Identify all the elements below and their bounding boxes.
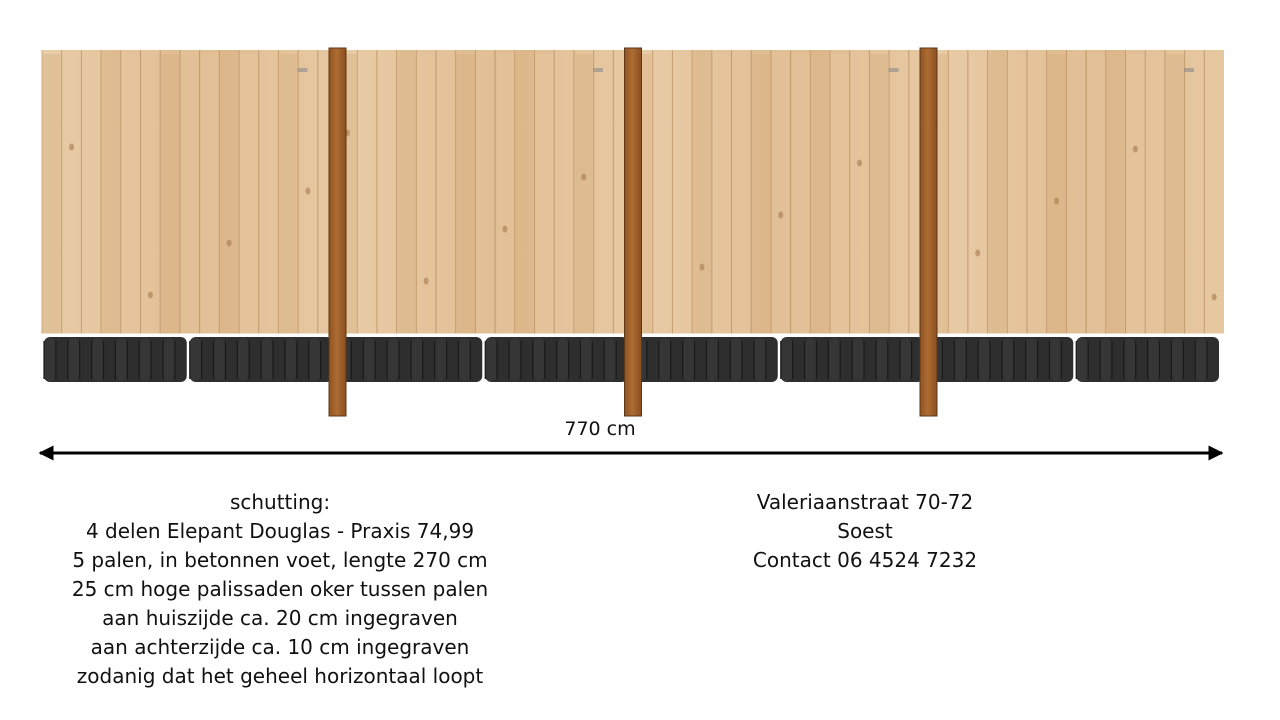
fence-specification xyxy=(60,488,500,691)
fence-panel xyxy=(929,50,1225,335)
dimension-label: 770 cm xyxy=(564,418,636,440)
palisade-segment xyxy=(635,337,778,382)
palisade-segment xyxy=(190,337,333,382)
palisade-segment xyxy=(340,337,483,382)
fence-panel xyxy=(42,50,338,335)
fence-post xyxy=(625,48,642,416)
fence-panel xyxy=(633,50,929,335)
palisade-segment xyxy=(44,337,187,382)
address-street: Valeriaanstraat 70-72 xyxy=(756,490,974,514)
palisade-segment xyxy=(1076,337,1219,382)
address-contact xyxy=(700,488,1030,575)
spec-line: 4 delen Elepant Douglas - Praxis 74,99 xyxy=(85,519,475,543)
spec-line: 25 cm hoge palissaden oker tussen palen xyxy=(71,577,489,601)
address-city: Soest xyxy=(837,519,893,543)
palisade-segment xyxy=(931,337,1074,382)
spec-line: aan huiszijde ca. 20 cm ingegraven xyxy=(102,606,458,630)
contact-phone: Contact 06 4524 7232 xyxy=(752,548,978,572)
fence-post xyxy=(920,48,937,416)
spec-line: zodanig dat het geheel horizontaal loopt xyxy=(76,664,484,688)
spec-line: 5 palen, in betonnen voet, lengte 270 cm xyxy=(72,548,488,572)
fence-panel xyxy=(338,50,634,335)
spec-line: aan achterzijde ca. 10 cm ingegraven xyxy=(90,635,470,659)
spec-line: schutting: xyxy=(229,490,331,514)
palisade-segment xyxy=(781,337,924,382)
fence-post xyxy=(329,48,346,416)
palisade-segment xyxy=(485,337,628,382)
